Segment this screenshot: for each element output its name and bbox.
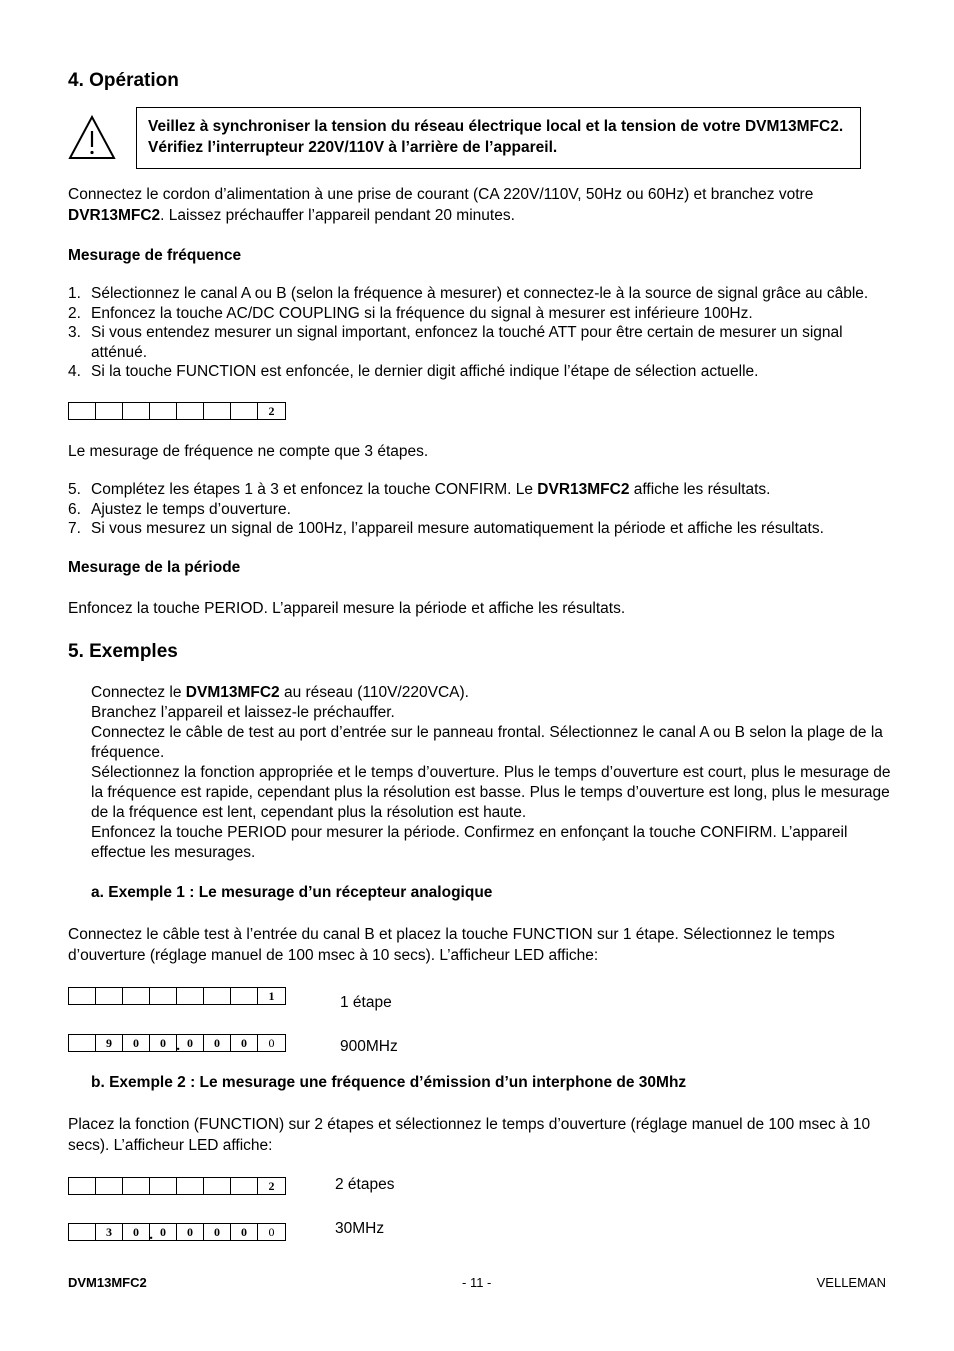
ex1-step-label: 1 étape [340, 994, 392, 1011]
list-item [68, 519, 898, 539]
lcd-digit: 0 [177, 1035, 204, 1051]
lcd-display-ex2-value [68, 1223, 286, 1241]
lcd-digit: 1 [268, 988, 275, 1003]
lcd-digit: 0 [204, 1035, 231, 1051]
lcd-digit: 2 [268, 403, 275, 418]
ex2-value-label: 30MHz [335, 1220, 385, 1237]
lcd-digit [231, 988, 258, 1004]
list-item [68, 323, 898, 362]
paragraph: Connectez le câble de test au port d’entrée sur le panneau frontal. Sélectionnez le canal A ou B selon la plage de la fréquence. [91, 724, 883, 761]
lcd-digit: 0 [204, 1224, 231, 1240]
lcd-digit [204, 403, 231, 419]
intro-paragraph [68, 184, 898, 226]
lcd-digit: 2 [268, 1178, 275, 1193]
lcd-digit: 0 [150, 1224, 177, 1240]
frequency-steps-continued [68, 480, 898, 539]
lcd-digit: 0 . [123, 1224, 150, 1240]
lcd-digit: 0 [231, 1035, 258, 1051]
lcd-digit [123, 1178, 150, 1194]
lcd-display-step [68, 402, 286, 420]
lcd-digit [231, 1178, 258, 1194]
lcd-digit: 0 . [150, 1035, 177, 1051]
item-number: 6. [68, 500, 81, 518]
period-text: Enfoncez la touche PERIOD. L’appareil mesure la période et affiche les résultats. [68, 600, 626, 617]
item-number: 3. [68, 324, 81, 341]
frequency-heading: Mesurage de fréquence [68, 247, 242, 264]
item-number: 5. [68, 481, 81, 498]
lcd-digit [177, 988, 204, 1004]
lcd-digit [69, 1035, 96, 1051]
lcd-digit [96, 403, 123, 419]
lcd-digit [123, 403, 150, 419]
footer-model: DVM13MFC2 [68, 1275, 147, 1290]
item-text-end: affiche les résultats. [629, 481, 771, 498]
lcd-digit: 0 [268, 1035, 275, 1050]
lcd-digit: 3 [96, 1224, 123, 1240]
item-text: Si vous entendez mesurer un signal important, enfoncez la touché ATT pour être certain de mesurer un signal atténué. [91, 324, 843, 361]
lcd-digit [69, 1224, 96, 1240]
item-text-start: Complétez les étapes 1 à 3 et enfoncez la touche CONFIRM. Le [91, 481, 538, 498]
lcd-display-ex2-step [68, 1177, 286, 1195]
lcd-digit [96, 1178, 123, 1194]
item-text: Ajustez le temps d’ouverture. [91, 500, 291, 518]
steps-note: Le mesurage de fréquence ne compte que 3 étapes. [68, 443, 429, 460]
item-number: 1. [68, 285, 81, 302]
lcd-digit [123, 988, 150, 1004]
lcd-digit [96, 988, 123, 1004]
lcd-digit [231, 403, 258, 419]
lcd-digit: 0 [231, 1224, 258, 1240]
lcd-digit [150, 988, 177, 1004]
footer-page-number: - 11 - [462, 1275, 492, 1290]
paragraph [91, 683, 891, 703]
item-model: DVR13MFC2 [537, 481, 630, 498]
footer-brand: VELLEMAN [816, 1275, 886, 1290]
lcd-digit [69, 403, 96, 419]
text-end: au réseau (110V/220VCA). [279, 684, 469, 701]
example-1-text: Connectez le câble test à l’entrée du canal B et placez la touche FUNCTION sur 1 étape. Sélectionnez le temps d’ouverture (réglage manuel de 100 msec à 10 secs). L’afficheur LED affiche: [68, 926, 835, 964]
model-name: DVM13MFC2 [185, 684, 280, 701]
ex1-value-label: 900MHz [340, 1038, 398, 1055]
lcd-digit: 0 [268, 1224, 275, 1239]
lcd-display-ex1-step [68, 987, 286, 1005]
lcd-digit: 0 [123, 1035, 150, 1051]
paragraph: Enfoncez la touche PERIOD pour mesurer la période. Confirmez en enfonçant la touche CONFIRM. L’appareil effectue les mesurages. [91, 824, 848, 861]
lcd-digit [69, 988, 96, 1004]
list-item [68, 284, 898, 304]
list-item [68, 500, 898, 520]
lcd-digit [69, 1178, 96, 1194]
list-item [68, 362, 898, 382]
lcd-digit [150, 403, 177, 419]
period-heading: Mesurage de la période [68, 559, 241, 576]
lcd-digit [177, 403, 204, 419]
warning-triangle-icon [68, 114, 116, 160]
text-start: Connectez le [91, 684, 186, 701]
example-2-text: Placez la fonction (FUNCTION) sur 2 étapes et sélectionnez le temps d’ouverture (réglage manuel de 100 msec à 10 secs). L’afficheur LED affiche: [68, 1116, 871, 1154]
example-1-heading: a. Exemple 1 : Le mesurage d’un récepteur analogique [91, 884, 493, 901]
list-item [68, 304, 898, 324]
paragraph: Sélectionnez la fonction appropriée et le temps d’ouverture. Plus le temps d’ouverture est court, plus le mesurage de la fréquence est rapide, cependant plus la résolution est basse. Plus le temps d’ouverture est long, plus le mesurage de la fréquence est lent, cependant plus la résolution est haute. [91, 764, 891, 821]
lcd-digit [177, 1178, 204, 1194]
item-text: Sélectionnez le canal A ou B (selon la fréquence à mesurer) et connectez-le à la source de signal grâce au câble. [91, 285, 869, 302]
item-number: 7. [68, 520, 81, 537]
lcd-digit: 0 [177, 1224, 204, 1240]
item-text: Enfoncez la touche AC/DC COUPLING si la fréquence du signal à mesurer est inférieure 100Hz. [91, 304, 753, 322]
paragraph: Branchez l’appareil et laissez-le préchauffer. [91, 704, 395, 721]
warning-box [136, 107, 861, 169]
ex2-step-label: 2 étapes [335, 1176, 395, 1193]
lcd-display-ex1-value [68, 1034, 286, 1052]
section-5-title: 5. Exemples [68, 641, 178, 662]
item-number: 4. [68, 363, 81, 380]
lcd-digit [204, 1178, 231, 1194]
frequency-steps [68, 284, 898, 382]
section-4-title: 4. Opération [68, 70, 179, 91]
item-text: Si la touche FUNCTION est enfoncée, le dernier digit affiché indique l’étape de sélection actuelle. [91, 363, 759, 380]
lcd-digit [150, 1178, 177, 1194]
example-2-heading: b. Exemple 2 : Le mesurage une fréquence d’émission d’un interphone de 30Mhz [91, 1074, 687, 1091]
warning-text: Veillez à synchroniser la tension du réseau électrique local et la tension de votre DVM13MFC2. Vérifiez l’interrupteur 220V/110V à l’arrière de l’appareil. [148, 118, 844, 156]
item-text: Si vous mesurez un signal de 100Hz, l’appareil mesure automatiquement la période et affiche les résultats. [91, 520, 824, 537]
lcd-digit: 9 [96, 1035, 123, 1051]
intro-text-end: . Laissez préchauffer l’appareil pendant 20 minutes. [160, 207, 515, 224]
list-item [68, 480, 898, 500]
item-text [91, 480, 898, 500]
intro-text: Connectez le cordon d’alimentation à une prise de courant (CA 220V/110V, 50Hz ou 60Hz) et branchez votre [68, 186, 814, 203]
item-number: 2. [68, 304, 81, 322]
examples-intro [91, 683, 891, 863]
lcd-digit [204, 988, 231, 1004]
intro-model: DVR13MFC2 [68, 207, 161, 224]
